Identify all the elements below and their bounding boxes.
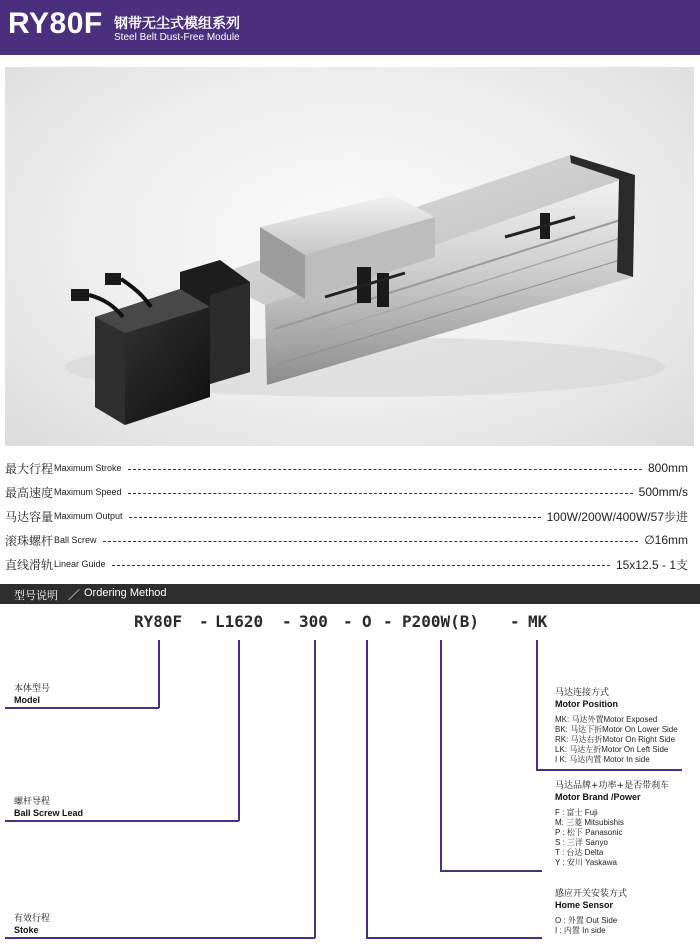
ordering-title-cn: 型号说明 bbox=[14, 589, 58, 602]
spec-leader-line bbox=[103, 541, 639, 542]
product-photo bbox=[5, 67, 694, 446]
leader-line-model-v bbox=[158, 640, 160, 708]
spec-value: ∅16mm bbox=[644, 533, 688, 547]
home-sensor-options bbox=[555, 916, 627, 936]
spec-label-cn: 直线滑轨 bbox=[5, 557, 54, 572]
ordering-title-en: Ordering Method bbox=[84, 587, 167, 599]
spec-value: 15x12.5 - 1支 bbox=[615, 557, 688, 572]
motor-brand-title-en: Motor Brand /Power bbox=[555, 792, 641, 802]
model-title: RY80F bbox=[8, 7, 103, 40]
motor-position-box bbox=[555, 688, 678, 765]
option-item: I : 内置 In side bbox=[555, 926, 606, 935]
spec-label-cn: 最大行程 bbox=[5, 461, 54, 476]
label-ball-screw-lead bbox=[14, 797, 83, 819]
spec-row-ball-screw bbox=[5, 530, 688, 550]
leader-line-sensor-h bbox=[366, 937, 542, 939]
linear-module-illustration bbox=[5, 67, 694, 446]
spec-label-cn: 滚珠螺杆 bbox=[5, 533, 54, 548]
spec-label-en: Linear Guide bbox=[54, 559, 106, 569]
motor-position-options bbox=[555, 715, 678, 765]
home-sensor-title-en: Home Sensor bbox=[555, 900, 614, 910]
leader-line-lead-v bbox=[238, 640, 240, 821]
series-title-cn: 钢带无尘式模组系列 bbox=[114, 16, 240, 32]
code-dash: - bbox=[282, 612, 292, 631]
label-stroke bbox=[14, 914, 50, 936]
motor-position-title-cn: 马达连接方式 bbox=[555, 688, 610, 698]
spec-label-cn: 马达容量 bbox=[5, 509, 54, 524]
home-sensor-title-cn: 感应开关安装方式 bbox=[555, 889, 628, 899]
spec-label-en: Maximum Stroke bbox=[54, 463, 122, 473]
leader-line-stroke-v bbox=[314, 640, 316, 938]
motor-brand-options bbox=[555, 808, 669, 868]
label-model-cn: 本体型号 bbox=[14, 684, 51, 694]
spec-label-en: Maximum Output bbox=[54, 511, 123, 521]
header-banner bbox=[0, 0, 700, 55]
spec-label-cn: 最高速度 bbox=[5, 485, 54, 500]
code-part-lead: L1620 bbox=[215, 612, 264, 631]
motor-position-title-en: Motor Position bbox=[555, 699, 618, 709]
option-item: LK: 马达左折Motor On Left Side bbox=[555, 745, 669, 754]
spec-label-en: Maximum Speed bbox=[54, 487, 122, 497]
leader-line-sensor-v bbox=[366, 640, 368, 938]
label-stroke-cn: 有效行程 bbox=[14, 914, 51, 924]
leader-line-stroke-h bbox=[5, 937, 315, 939]
code-dash: - bbox=[510, 612, 520, 631]
option-item: M: 三菱 Mitsubishis bbox=[555, 818, 624, 827]
spec-row-speed bbox=[5, 482, 688, 502]
motor-brand-title-cn: 马达品牌+功率+是否带刹车 bbox=[555, 781, 670, 791]
option-item: RK: 马达右折Motor On Right Side bbox=[555, 735, 676, 744]
spec-leader-line bbox=[128, 493, 633, 494]
spec-leader-line bbox=[112, 565, 610, 566]
option-item: I K: 马达内置 Motor In side bbox=[555, 755, 650, 764]
leader-line-brand-v bbox=[440, 640, 442, 871]
code-part-sensor: O bbox=[362, 612, 372, 631]
option-item: T : 台达 Delta bbox=[555, 848, 604, 857]
spec-value: 500mm/s bbox=[638, 485, 688, 499]
option-item: O : 外置 Out Side bbox=[555, 916, 618, 925]
spec-row-output bbox=[5, 506, 688, 526]
series-title-en: Steel Belt Dust-Free Module bbox=[114, 32, 240, 43]
label-lead-cn: 螺杆导程 bbox=[14, 797, 51, 807]
spec-row-linear-guide bbox=[5, 554, 688, 574]
option-item: F : 富士 Fuji bbox=[555, 808, 598, 817]
option-item: Y : 安川 Yaskawa bbox=[555, 858, 617, 867]
option-item: S : 三洋 Sanyo bbox=[555, 838, 608, 847]
ordering-title-separator: ／ bbox=[68, 588, 81, 602]
spec-leader-line bbox=[128, 469, 642, 470]
ordering-method-bar bbox=[0, 584, 700, 604]
spec-row-stroke bbox=[5, 458, 688, 478]
option-item: BK: 马达下折Motor On Lower Side bbox=[555, 725, 678, 734]
leader-line-model-h bbox=[5, 707, 159, 709]
label-lead-en: Ball Screw Lead bbox=[14, 808, 84, 818]
leader-line-brand-h bbox=[440, 870, 542, 872]
option-item: P : 松下 Panasonic bbox=[555, 828, 623, 837]
leader-line-position-h bbox=[536, 769, 682, 771]
spec-value: 100W/200W/400W/57步进 bbox=[546, 509, 688, 524]
spec-leader-line bbox=[129, 517, 541, 518]
code-part-model: RY80F bbox=[134, 612, 183, 631]
label-stroke-en: Stoke bbox=[14, 925, 39, 935]
code-part-motor-position: MK bbox=[528, 612, 548, 631]
motor-brand-box bbox=[555, 781, 669, 868]
leader-line-lead-h bbox=[5, 820, 239, 822]
code-dash: - bbox=[199, 612, 209, 631]
spec-label-en: Ball Screw bbox=[54, 535, 97, 545]
code-dash: - bbox=[383, 612, 393, 631]
code-part-motor-brand: P200W(B) bbox=[402, 612, 480, 631]
label-model-en: Model bbox=[14, 695, 40, 705]
home-sensor-box bbox=[555, 889, 627, 936]
option-item: MK: 马达外置Motor Exposed bbox=[555, 715, 658, 724]
label-model bbox=[14, 684, 50, 706]
code-part-stroke: 300 bbox=[299, 612, 328, 631]
code-dash: - bbox=[343, 612, 353, 631]
spec-value: 800mm bbox=[647, 461, 688, 475]
leader-line-position-v bbox=[536, 640, 538, 770]
